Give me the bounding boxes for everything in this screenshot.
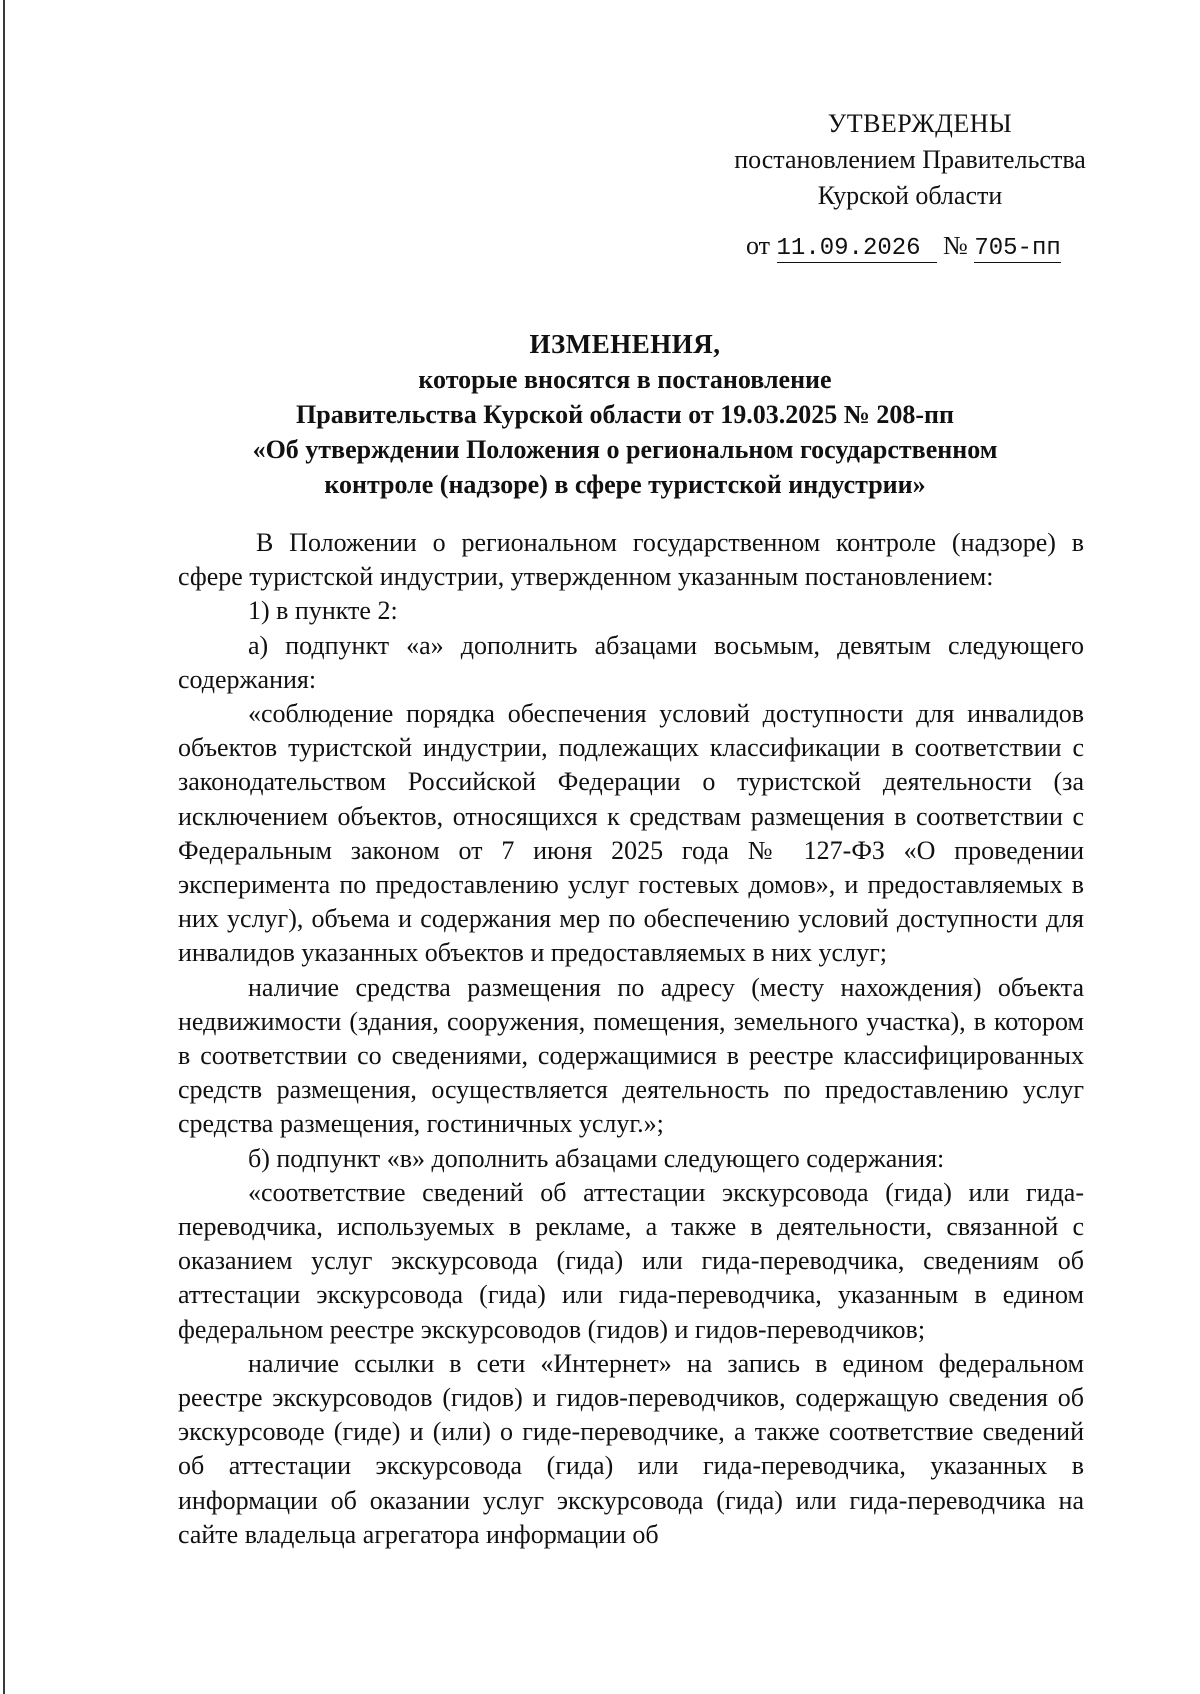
- title-line-4: контроле (надзоре) в сфере туристской индустрии»: [324, 470, 926, 499]
- paragraph: «соблюдение порядка обеспечения условий доступности для инвалидов объектов туристской индустрии, подлежащих классификации в соответствии с законодательством Российской Федерации о туристской деятельности (за исключением объектов, относящихся к средствам размещения в соответствии с Федеральным законом от 7 июня 2025 года № 127-ФЗ «О проведении эксперимента по предоставлению услуг гостевых домов», и предоставляемых в них услуг), объема и содержания мер по обеспечению условий доступности для инвалидов указанных объектов и предоставляемых в них услуг;: [178, 699, 1084, 968]
- paragraph: В Положении о региональном государственном контроле (надзоре) в сфере туристской индустрии, утвержденном указанным постановлением:: [178, 528, 1084, 592]
- paragraph: «соответствие сведений об аттестации экскурсовода (гида) или гида-переводчика, используемых в рекламе, а также в деятельности, связанной с оказанием услуг экскурсовода (гида) или гида-переводчика, сведениям об аттестации экскурсовода (гида) или гида-переводчика, указанным в едином федеральном реестре экскурсоводов (гидов) и гидов-переводчиков;: [178, 1177, 1084, 1344]
- title-line-2: Правительства Курской области от 19.03.2025 № 208-пп: [296, 400, 954, 429]
- paragraph: б) подпункт «в» дополнить абзацами следующего содержания:: [248, 1143, 945, 1173]
- title-line-3: «Об утверждении Положения о региональном государственном: [252, 435, 998, 464]
- approval-heading: УТВЕРЖДЕНЫ: [827, 109, 1013, 138]
- decree-number: 705-пп: [974, 235, 1061, 262]
- approval-line-1: постановлением Правительства: [734, 145, 1086, 174]
- scan-edge-line: [3, 0, 5, 1694]
- document-title: [175, 327, 1075, 502]
- document-body: [178, 526, 1084, 1552]
- decree-date: [777, 236, 937, 263]
- decree-date-number: [746, 228, 1061, 264]
- number-sign: №: [943, 231, 968, 260]
- paragraph: 1) в пункте 2:: [248, 596, 398, 626]
- paragraph: а) подпункт «а» дополнить абзацами восьмым, девятым следующего содержания:: [178, 630, 1084, 694]
- paragraph: наличие средства размещения по адресу (месту нахождения) объекта недвижимости (здания, сооружения, помещения, земельного участка), в котором в соответствии со сведениями, содержащимися в реестре классифицированных средств размещения, осуществляется деятельность по предоставлению услуг средства размещения, гостиничных услуг.»;: [178, 972, 1084, 1139]
- approval-line-2: Курской области: [817, 181, 1003, 210]
- decree-date-value: 11.09.2026: [776, 235, 921, 262]
- title-line-1: которые вносятся в постановление: [418, 365, 832, 394]
- date-prefix: от: [746, 231, 771, 260]
- paragraph: наличие ссылки в сети «Интернет» на запись в едином федеральном реестре экскурсоводов (гидов) и гидов-переводчиков, содержащую сведения об экскурсоводе (гиде) и (или) о гиде-переводчике, а также соответствие сведений об аттестации экскурсовода (гида) или гида-переводчика, указанных в информации об оказании услуг экскурсовода (гида) или гида-переводчика на сайте владельца агрегатора информации об: [178, 1348, 1084, 1549]
- approval-stamp: [700, 106, 1120, 214]
- title-main: ИЗМЕНЕНИЯ,: [529, 329, 721, 359]
